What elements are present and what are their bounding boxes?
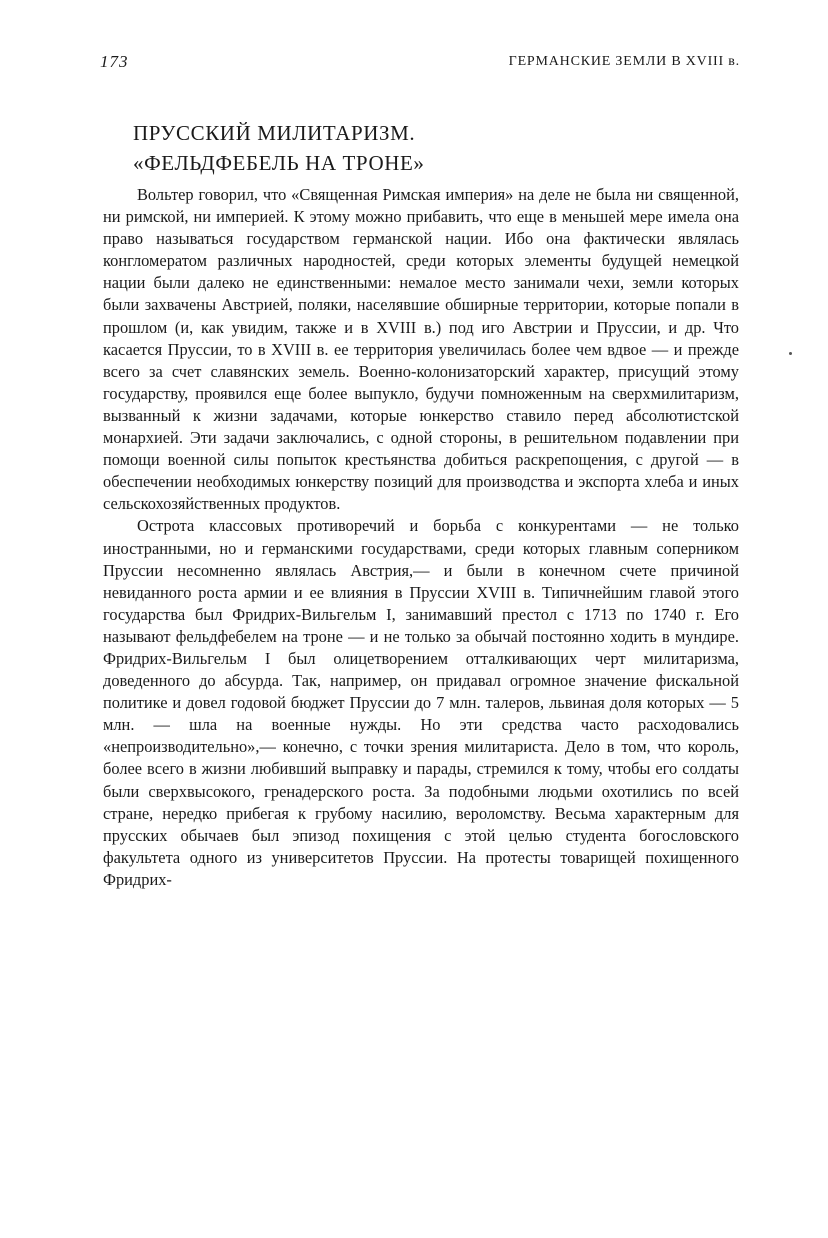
chapter-title-line-2: «ФЕЛЬДФЕБЕЛЬ НА ТРОНЕ» (133, 151, 425, 175)
stray-ink-mark (789, 352, 792, 355)
page-number: 173 (100, 52, 129, 71)
chapter-title (133, 118, 425, 178)
running-title: ГЕРМАНСКИЕ ЗЕМЛИ В XVIII в. (508, 54, 740, 69)
chapter-title-line-1: ПРУССКИЙ МИЛИТАРИЗМ. (133, 121, 416, 145)
running-header (100, 52, 740, 76)
paragraph-2: Острота классовых противоречий и борьба с конкурентами — не только иностранными, но и германскими государствами, среди которых главным соперником Пруссии несомненно являлась Австрия,— и были в конечном счете причиной невиданного роста армии и ее влияния в Пруссии XVIII в. Типичнейшим главой этого государства был Фридрих-Вильгельм I, занимавший престол с 1713 по 1740 г. Его называют фельдфебелем на троне — и не только за обычай постоянно ходить в мундире. Фридрих-Вильгельм I был олицетворением отталкивающих черт милитаризма, доведенного до абсурда. Так, например, он придавал огромное значение фискальной политике и довел годовой бюджет Пруссии до 7 млн. талеров, львиная доля которых — 5 млн. — шла на военные нужды. Но эти средства часто расходовались «непроизводительно»,— конечно, с точки зрения милитариста. Дело в том, что король, более всего в жизни любивший выправку и парады, стремился к тому, чтобы его солдаты были сверхвысокого, гренадерского роста. За подобными людьми охотились по всей стране, нередко прибегая к грубому насилию, вероломству. Весьма характерным для прусских обычаев был эпизод похищения с этой целью студента богословского факультета одного из университетов Пруссии. На протесты товарищей похищенного Фридрих- (103, 516, 739, 889)
paragraph-1: Вольтер говорил, что «Священная Римская империя» на деле не была ни священной, ни римской, ни империей. К этому можно прибавить, что еще в меньшей мере имела она право называться государством германской нации. Ибо она фактически являлась конгломератом различных народностей, среди которых элементы будущей немецкой нации были далеко не единственными: немалое место занимали чехи, земли которых были захвачены Австрией, поляки, населявшие обширные территории, которые попали в прошлом (и, как увидим, также и в XVIII в.) под иго Австрии и Пруссии, и др. Что касается Пруссии, то в XVIII в. ее территория увеличилась более чем вдвое — и прежде всего за счет славянских земель. Военно-колонизаторский характер, присущий этому государству, проявился еще более выпукло, будучи помноженным на сверхмилитаризм, вызванный к жизни задачами, которые юнкерство ставило перед абсолютистской монархией. Эти задачи заключались, с одной стороны, в решительном подавлении при помощи военной силы попыток крестьянства добиться раскрепощения, с другой — в обеспечении необходимых юнкерству позиций для производства и экспорта хлеба и иных сельскохозяйственных продуктов. (103, 185, 739, 514)
body-text (103, 184, 739, 891)
